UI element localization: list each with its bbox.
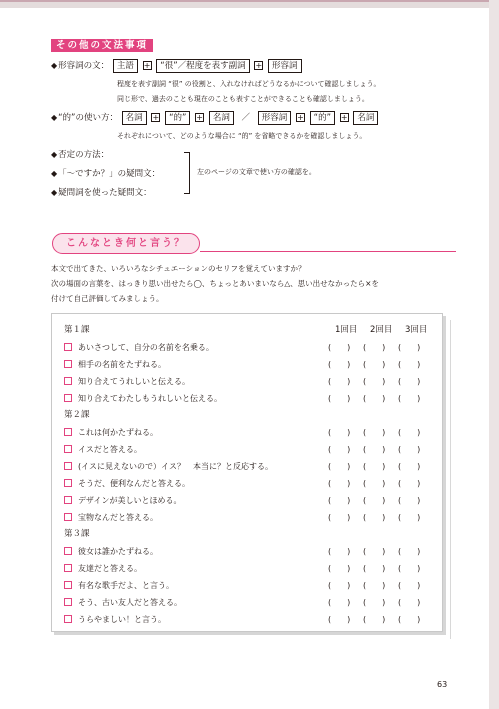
page-header-accent [0,0,499,2]
bracket-line [184,152,190,194]
rating-field[interactable]: ( ) [398,496,421,505]
checkbox[interactable] [64,513,72,521]
column-header: 1回目 [335,325,358,335]
checkbox[interactable] [64,377,72,385]
lesson-title: 第３課 [64,529,90,539]
rating-field[interactable]: ( ) [328,360,351,369]
checklist-row [64,425,434,440]
section-banner: こんなとき何と言う？ [52,233,200,254]
rating-field[interactable]: ( ) [363,581,386,590]
checklist-item-text: そうだ、便利なんだと答える。 [78,479,190,488]
rating-field[interactable]: ( ) [363,360,386,369]
rating-field[interactable]: ( ) [363,598,386,607]
rating-field[interactable]: ( ) [398,547,421,556]
rating-field[interactable]: ( ) [398,394,421,403]
checklist-row [64,578,434,593]
rating-field[interactable]: ( ) [398,377,421,386]
checklist-row [64,340,434,355]
checklist-item-text: 友達だと答える。 [78,564,142,573]
checklist-item-text: 相手の名前をたずねる。 [78,360,166,369]
checkbox[interactable] [64,496,72,504]
checklist-item-text: 彼女は誰かたずねる。 [78,547,158,556]
rating-field[interactable]: ( ) [328,445,351,454]
checklist-row [64,374,434,389]
bracket-note: 左のページの文章で使い方の確認を。 [197,168,316,176]
grammar-part: 名詞 [209,111,234,125]
slash-separator: ／ [241,113,251,123]
rating-field[interactable]: ( ) [398,445,421,454]
checklist-item-text: 有名な歌手だよ、と言う。 [78,581,174,590]
checkbox[interactable] [64,394,72,402]
rating-field[interactable]: ( ) [363,445,386,454]
checklist-row [64,357,434,372]
rating-field[interactable]: ( ) [328,581,351,590]
rating-field[interactable]: ( ) [398,615,421,624]
rating-field[interactable]: ( ) [328,479,351,488]
grammar-part: “的” [310,111,335,125]
grammar-label: “的”の使い方： [58,113,118,123]
checklist-row [64,544,434,559]
checklist-row [64,595,434,610]
checklist-row [64,612,434,627]
checklist-item-text: これは何かたずねる。 [78,428,158,437]
section-title: その他の文法事項 [51,39,153,52]
rating-field[interactable]: ( ) [363,547,386,556]
rating-field[interactable]: ( ) [363,428,386,437]
rating-field[interactable]: ( ) [363,377,386,386]
lesson-title: 第１課 [64,325,90,335]
rating-field[interactable]: ( ) [398,462,421,471]
checklist-item-text: あいさつして、自分の名前を名乗る。 [78,343,214,352]
rating-field[interactable]: ( ) [398,479,421,488]
checkbox[interactable] [64,462,72,470]
checklist-row [64,510,434,525]
rating-field[interactable]: ( ) [363,343,386,352]
question-line [51,148,109,162]
intro-text: 次の場面の言葉を、はっきり思い出せたら◯、ちょっとあいまいなら△、思い出せなかったら×を [51,279,379,288]
checkbox[interactable] [64,615,72,623]
checklist-row [64,476,434,491]
diamond-icon: ◆ [51,150,58,159]
grammar-note: 同じ形で、過去のことも現在のことも表すことができることも確認しましょう。 [117,95,369,103]
diamond-icon: ◆ [51,61,58,70]
rating-field[interactable]: ( ) [328,598,351,607]
checkbox[interactable] [64,479,72,487]
plus-icon: + [255,61,263,70]
grammar-part: 名詞 [353,111,378,125]
rating-field[interactable]: ( ) [328,496,351,505]
plus-icon: + [297,113,304,122]
checklist-row [64,459,434,474]
rating-field[interactable]: ( ) [398,428,421,437]
page-number: 63 [437,680,448,689]
diamond-icon: ◆ [51,169,58,178]
rating-field[interactable]: ( ) [398,581,421,590]
plus-icon: + [143,61,151,70]
grammar-part: “的” [165,111,190,125]
plus-icon: + [196,113,203,122]
question-line [51,186,152,200]
intro-text: 本文で出てきた、いろいろなシチュエーションのセリフを覚えていますか？ [51,264,306,273]
grammar-part: “很”／程度を表す副詞 [156,59,249,73]
checklist-item-text: イスだと答える。 [78,445,142,454]
checkbox[interactable] [64,581,72,589]
rating-field[interactable]: ( ) [363,615,386,624]
rating-field[interactable]: ( ) [363,479,386,488]
rating-field[interactable]: ( ) [328,564,351,573]
self-check-card [51,313,443,632]
grammar-part: 形容詞 [258,111,292,125]
plus-icon: + [152,113,160,122]
rating-field[interactable]: ( ) [398,360,421,369]
rating-field[interactable]: ( ) [328,513,351,522]
grammar-part: 形容詞 [268,59,302,73]
intro-text: 付けて自己評価してみましょう。 [51,294,164,303]
rating-field[interactable]: ( ) [328,343,351,352]
checkbox[interactable] [64,445,72,453]
checklist-row [64,442,434,457]
rating-field[interactable]: ( ) [398,598,421,607]
rating-field[interactable]: ( ) [328,377,351,386]
diamond-icon: ◆ [51,113,58,122]
page-edge-strip [489,0,499,709]
lesson-title: 第２課 [64,410,90,420]
checkbox[interactable] [64,428,72,436]
plus-icon: + [340,113,348,122]
rating-field[interactable]: ( ) [363,513,386,522]
rating-field[interactable]: ( ) [328,428,351,437]
checklist-item-text: そう、古い友人だと答える。 [78,598,182,607]
checkbox[interactable] [64,343,72,351]
checklist-item-text: 宝物なんだと答える。 [78,513,158,522]
grammar-label: 形容詞の文： [58,61,110,71]
checkbox[interactable] [64,547,72,555]
question-label: 否定の方法： [58,150,110,160]
grammar-part: 名詞 [122,111,147,125]
question-label: 「〜ですか？」の疑問文： [58,169,161,179]
rating-field[interactable]: ( ) [328,615,351,624]
rating-field[interactable]: ( ) [328,394,351,403]
checklist-row [64,493,434,508]
rating-field[interactable]: ( ) [328,462,351,471]
checkbox[interactable] [64,598,72,606]
rating-field[interactable]: ( ) [363,462,386,471]
checklist-item-text: デザインが美しいとほめる。 [78,496,182,505]
rating-field[interactable]: ( ) [363,496,386,505]
checkbox[interactable] [64,564,72,572]
rating-field[interactable]: ( ) [398,564,421,573]
rating-field[interactable]: ( ) [328,547,351,556]
question-line [51,167,160,181]
rating-field[interactable]: ( ) [398,513,421,522]
grammar-note: 程度を表す副詞 “很” の役割と、入れなければどうなるかについて確認しましょう。 [117,80,381,88]
rating-field[interactable]: ( ) [398,343,421,352]
checkbox[interactable] [64,360,72,368]
checklist-item-text: 知り合えてわたしもうれしいと伝える。 [78,394,222,403]
card-edge [445,320,451,639]
rating-field[interactable]: ( ) [363,564,386,573]
grammar-de-line [51,111,379,125]
checklist-item-text: うらやましい！と言う。 [78,615,166,624]
checklist-item-text: 知り合えてうれしいと伝える。 [78,377,190,386]
column-header: 3回目 [405,325,428,335]
diamond-icon: ◆ [51,188,58,197]
question-label: 疑問詞を使った疑問文： [58,188,152,198]
checklist-row [64,561,434,576]
grammar-adjective-line [51,59,303,73]
rating-field[interactable]: ( ) [363,394,386,403]
grammar-note: それぞれについて、どのような場合に “的” を省略できるかを確認しましょう。 [117,132,367,140]
grammar-part: 主語 [113,59,138,73]
column-header: 2回目 [370,325,393,335]
checklist-item-text: (イスに見えないので）イス？ 本当に？と反応する。 [78,462,273,471]
checklist-row [64,391,434,406]
banner-underline [200,251,456,252]
